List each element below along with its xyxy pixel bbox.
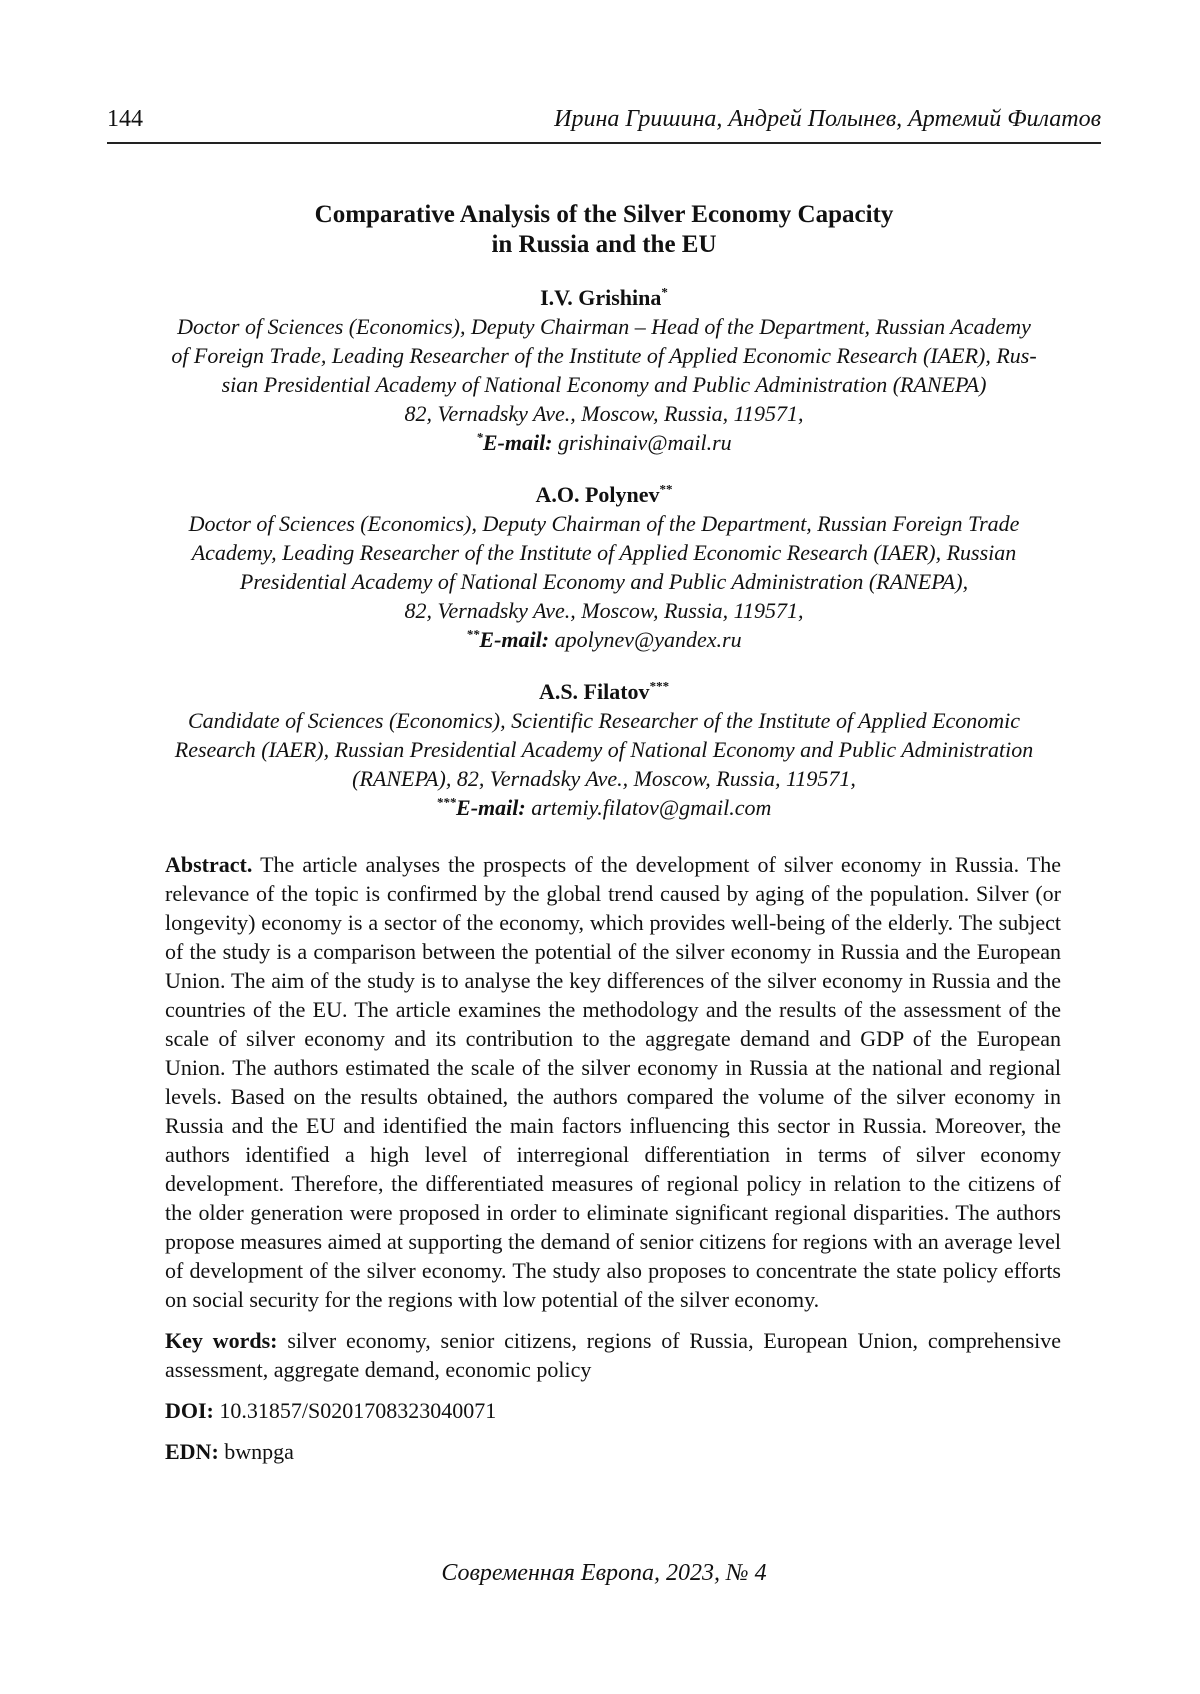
keywords-label: Key words:	[165, 1328, 278, 1353]
edn-line	[165, 1437, 1061, 1466]
abstract-text: The article analyses the prospects of the development of silver economy in Russia. The relevance of the topic is confirmed by the global trend caused by aging of the population. Silver (or longevity) economy is a sector of the economy, which provides well-being of the elderly. The subject of the study is a comparison between the potential of the silver economy in Russia and the European Union. The aim of the study is to analyse the key differences of the silver economy in Russia and the countries of the EU. The article examines the methodology and the results of the assessment of the scale of silver economy and its contribution to the aggregate demand and GDP of the European Union. The authors estimated the scale of the silver economy in Russia at the national and regional levels. Based on the results obtained, the authors compared the volume of the silver economy in Russia and the EU and identified the main factors influencing this sector in Russia. Moreover, the authors identified a high level of interregional differentiation in terms of silver economy development. Therefore, the differentiated measures of regional policy in relation to the citizens of the older generation were proposed in order to eliminate significant regional disparities. The authors propose measures aimed at supporting the demand of senior citizens for regions with an average level of development of the silver economy. The study also proposes to concentrate the state policy efforts on social security for the regions with low potential of the silver economy.	[165, 852, 1061, 1312]
journal-page	[107, 100, 1101, 1660]
author-mark: ***	[649, 678, 670, 694]
affiliation-line: sian Presidential Academy of National Economy and Public Administration (RANEPA)	[221, 372, 987, 397]
author-name: I.V. Grishina*	[540, 284, 668, 310]
author-block-polynev	[107, 481, 1101, 654]
abstract-label: Abstract.	[165, 852, 253, 877]
author-mark: *	[661, 284, 668, 300]
author-block-grishina	[107, 284, 1101, 457]
author-email[interactable]: apolynev@yandex.ru	[554, 627, 742, 652]
title-line-1: Comparative Analysis of the Silver Economy Capacity	[314, 201, 894, 228]
abstract-paragraph	[165, 850, 1061, 1314]
author-email-line: *E-mail: grishinaiv@mail.ru	[476, 429, 732, 455]
affiliation-line: 82, Vernadsky Ave., Moscow, Russia, 119571,	[404, 598, 804, 623]
author-mark: **	[659, 481, 673, 497]
keywords-text: silver economy, senior citizens, regions of Russia, European Union, comprehensive assessment, aggregate demand, economic policy	[165, 1328, 1062, 1382]
affiliation-line: Doctor of Sciences (Economics), Deputy Chairman of the Department, Russian Foreign Trade	[188, 511, 1020, 536]
keywords-paragraph	[165, 1326, 1061, 1384]
page-number: 144	[107, 106, 143, 132]
author-block-filatov	[107, 678, 1101, 822]
author-email-line: ***E-mail: artemiy.filatov@gmail.com	[436, 794, 772, 820]
affiliation-line: 82, Vernadsky Ave., Moscow, Russia, 119571,	[404, 401, 804, 426]
affiliation-line: Candidate of Sciences (Economics), Scientific Researcher of the Institute of Applied Economic	[187, 708, 1021, 733]
affiliation-line: of Foreign Trade, Leading Researcher of the Institute of Applied Economic Research (IAER), Rus-	[171, 343, 1037, 368]
affiliation-line: Presidential Academy of National Economy and Public Administration (RANEPA),	[239, 569, 969, 594]
affiliation-line: Academy, Leading Researcher of the Institute of Applied Economic Research (IAER), Russian	[191, 540, 1017, 565]
author-email[interactable]: grishinaiv@mail.ru	[558, 430, 732, 455]
author-affiliation	[107, 509, 1101, 654]
article-title	[107, 200, 1101, 260]
running-header	[107, 100, 1101, 144]
doi-value[interactable]: 10.31857/S0201708323040071	[219, 1398, 497, 1423]
affiliation-line: Doctor of Sciences (Economics), Deputy Chairman – Head of the Department, Russian Academy	[177, 314, 1031, 339]
journal-footer: Современная Европа, 2023, № 4	[441, 1560, 767, 1586]
author-affiliation	[107, 312, 1101, 457]
running-authors: Ирина Гришина, Андрей Полынев, Артемий Филатов	[554, 106, 1101, 132]
edn-value: bwnpga	[224, 1439, 294, 1464]
author-email-line: **E-mail: apolynev@yandex.ru	[466, 626, 742, 652]
author-name: A.O. Polynev**	[535, 481, 673, 507]
title-line-2: in Russia and the EU	[491, 231, 717, 258]
author-email[interactable]: artemiy.filatov@gmail.com	[531, 795, 772, 820]
author-name: A.S. Filatov***	[538, 678, 670, 704]
doi-line	[165, 1396, 1061, 1425]
doi-label: DOI:	[165, 1398, 214, 1423]
abstract-section	[165, 850, 1061, 1466]
affiliation-line: Research (IAER), Russian Presidential Academy of National Economy and Public Administration	[174, 737, 1034, 762]
edn-label: EDN:	[165, 1439, 219, 1464]
author-affiliation	[107, 706, 1101, 822]
affiliation-line: (RANEPA), 82, Vernadsky Ave., Moscow, Russia, 119571,	[352, 766, 856, 791]
